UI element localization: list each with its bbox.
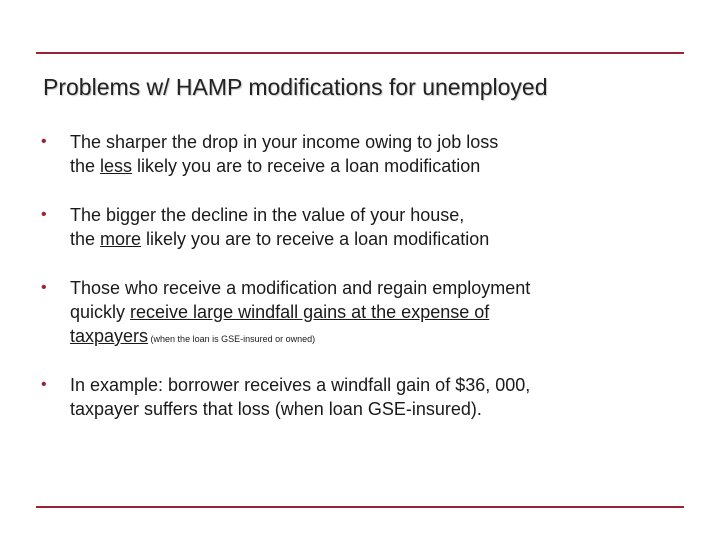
bullet-line: taxpayer suffers that loss (when loan GSE-insured). (70, 399, 482, 419)
text-fragment: the (70, 156, 101, 176)
bullet-list (36, 130, 676, 421)
slide-title: Problems w/ HAMP modifications for unemployed (43, 74, 548, 100)
underlined-emphasis: less (100, 156, 133, 176)
bullet-line: The bigger the decline in the value of your house, (70, 205, 465, 225)
underlined-emphasis: more (100, 229, 142, 249)
bullet-dot-icon: • (41, 206, 47, 223)
bullet-line (70, 324, 676, 348)
text-fragment: likely you are to receive a loan modification (132, 156, 481, 176)
bullet-line (70, 300, 676, 324)
bottom-divider (36, 506, 684, 508)
bullet-dot-icon: • (41, 279, 47, 296)
bullet-line (70, 227, 676, 251)
bullet-item (36, 373, 676, 421)
underlined-emphasis: receive large windfall gains at the expense of (130, 302, 490, 322)
bullet-dot-icon: • (41, 133, 47, 150)
footnote-text: (when the loan is GSE-insured or owned) (148, 334, 316, 344)
bullet-line: In example: borrower receives a windfall gain of $36, 000, (70, 375, 531, 395)
text-fragment: the (70, 229, 101, 249)
bullet-line: The sharper the drop in your income owing to job loss (70, 132, 499, 152)
text-fragment: quickly (70, 302, 131, 322)
bullet-item (36, 203, 676, 251)
underlined-emphasis: taxpayers (70, 326, 149, 346)
bullet-dot-icon: • (41, 376, 47, 393)
bullet-line (70, 154, 676, 178)
text-fragment: likely you are to receive a loan modification (141, 229, 490, 249)
top-divider (36, 52, 684, 54)
bullet-item (36, 130, 676, 178)
bullet-item (36, 276, 676, 348)
bullet-line: Those who receive a modification and regain employment (70, 278, 531, 298)
